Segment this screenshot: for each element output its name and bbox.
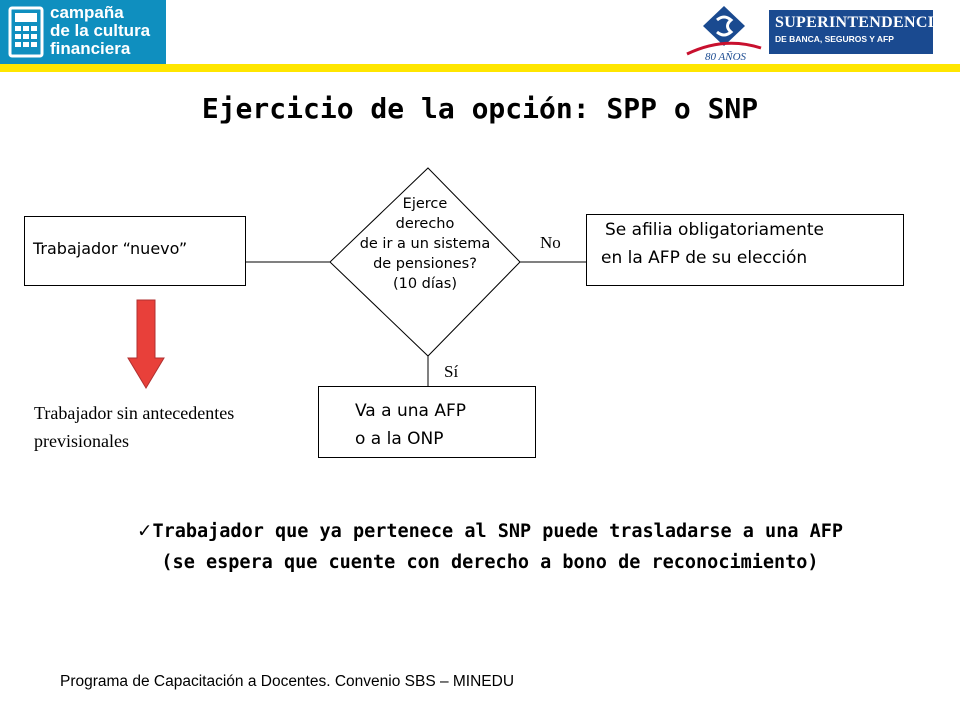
start-box-label: Trabajador “nuevo” [33,239,188,258]
no-outcome-box [586,214,904,286]
brand-line-1: campaña [50,3,124,22]
start-box [24,216,246,286]
decision-line-1: Ejerce [402,196,448,212]
no-outcome-line-2: en la AFP de su elección [601,248,808,268]
brand-line-2: de la cultura [50,21,151,40]
arrow-note [34,399,234,455]
yes-branch-label: Sí [444,362,459,381]
note-line-1: Trabajador que ya pertenece al SNP puede trasladarse a una AFP [152,521,844,542]
yes-outcome-line-1: Va a una AFP [355,401,466,421]
brand-line-3: financiera [50,39,131,58]
sbs-subtitle: DE BANCA, SEGUROS Y AFP [775,34,894,44]
yes-outcome-box [318,386,536,458]
decision-line-4: de pensiones? [373,256,477,272]
yes-outcome-line-2: o a la ONP [355,429,444,449]
decision-line-3: de ir a un sistema [359,236,491,252]
anniversary-label: 80 AÑOS [705,51,747,62]
no-branch-label: No [540,233,561,252]
decision-line-5: (10 días) [392,276,458,292]
sbs-name: SUPERINTENDENCIA [775,14,947,31]
note [40,516,940,578]
checkmark-icon: ✓ [136,521,153,542]
note-line-2: (se espera que cuente con derecho a bono de reconocimiento) [161,552,819,573]
arrow-note-line-2: previsionales [34,431,129,451]
decision-label [330,194,520,294]
down-arrow [128,300,164,388]
footer-text: Programa de Capacitación a Docentes. Convenio SBS – MINEDU [60,673,515,690]
slide-title: Ejercicio de la opción: SPP o SNP [201,92,759,125]
decision-line-2: derecho [395,216,455,232]
arrow-note-line-1: Trabajador sin antecedentes [34,403,235,423]
no-outcome-line-1: Se afilia obligatoriamente [605,220,825,240]
